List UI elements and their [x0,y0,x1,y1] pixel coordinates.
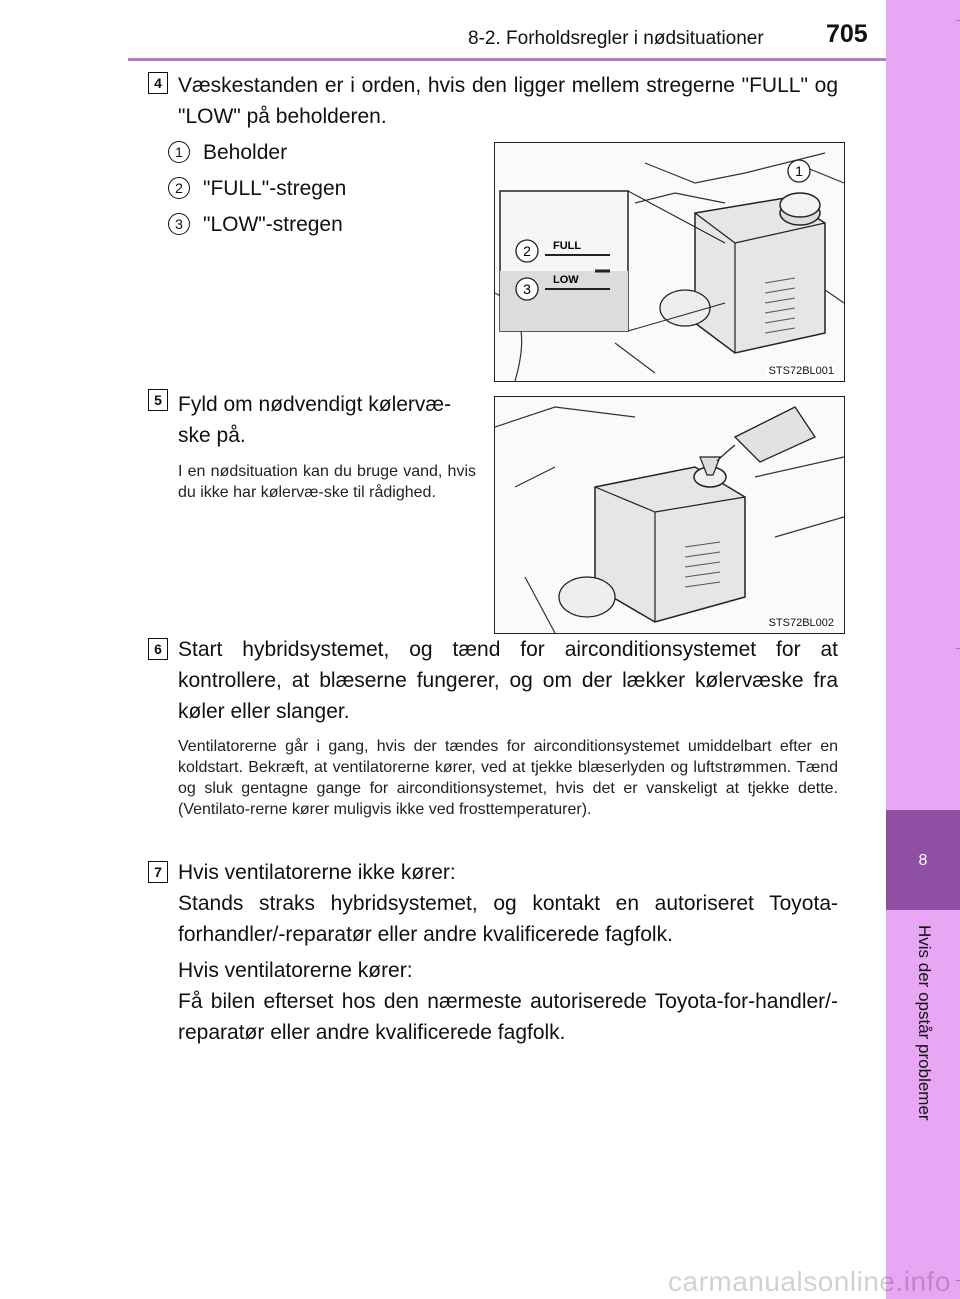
step-6-note: Ventilatorerne går i gang, hvis der tændes for airconditionsystemet umiddelbart efter en koldstart. Bekræft, at ventilatorerne kører, ved at tjekke blæserlyden og luftstrømmen. Tænd og sluk gentagne gange for airconditionsystemet, hvis det er vanskeligt at tjekke dette. (Ventilato-rerne kører muligvis ikke ved frosttemperaturer). [178,738,838,818]
callout-3: 3 [523,281,531,297]
header-divider [128,58,886,61]
watermark: carmanualsonline.info [668,1266,951,1297]
chapter-side-tab [886,0,960,1299]
step-6-text: Start hybridsystemet, og tænd for airconditionsystemet for at kontrollere, at blæserne fungerer, og om der lækker kølervæske fra køler eller slanger. [178,638,838,723]
legend-label-beholder: Beholder [203,141,288,164]
step-7-line2: Stands straks hybridsystemet, og kontakt en autoriseret Toyota-forhandler/-reparatør eller andre kvalificerede fagfolk. [178,892,838,946]
step-4-text: Væskestanden er i orden, hvis den ligger mellem stregerne "FULL" og "LOW" på beholderen. [178,74,838,128]
step-badge-6: 6 [148,638,168,660]
legend-label-low: "LOW"-stregen [203,213,343,236]
step-7-line4: Få bilen efterset hos den nærmeste autoriserede Toyota-for-handler/-reparatør eller andre kvalificerede fagfolk. [178,990,838,1044]
legend-num-1: 1 [168,141,190,163]
step-7-line1: Hvis ventilatorerne ikke kører: [178,861,456,884]
refill-illustration [495,397,844,633]
page-number: 705 [826,20,868,48]
low-mark-label: LOW [553,274,579,286]
crop-mark [956,20,960,21]
figure-code: STS72BL002 [768,617,834,629]
crop-mark [956,648,960,649]
chapter-number: 8 [918,852,928,869]
legend-num-3: 3 [168,213,190,235]
section-title: 8-2. Forholdsregler i nødsituationer [468,28,764,49]
chapter-title: Hvis der opstår problemer [915,925,934,1121]
legend-num-2: 2 [168,177,190,199]
step-5-text: Fyld om nødvendigt kølervæ-ske på. [178,393,452,447]
crop-mark [956,1280,960,1281]
step-badge-4: 4 [148,72,168,94]
step-7-line3: Hvis ventilatorerne kører: [178,959,413,982]
step-5-note: I en nødsituation kan du bruge vand, hvis du ikke har kølervæ-ske til rådighed. [178,463,476,501]
figure-code: STS72BL001 [768,365,834,377]
legend-label-full: "FULL"-stregen [203,177,347,200]
callout-2: 2 [523,243,531,259]
reservoir-illustration [495,143,844,381]
figure-refill-coolant [494,396,845,634]
figure-coolant-reservoir-levels [494,142,845,382]
full-mark-label: FULL [553,240,582,252]
step-badge-5: 5 [148,389,168,411]
step-badge-7: 7 [148,861,168,883]
callout-1: 1 [795,163,803,179]
